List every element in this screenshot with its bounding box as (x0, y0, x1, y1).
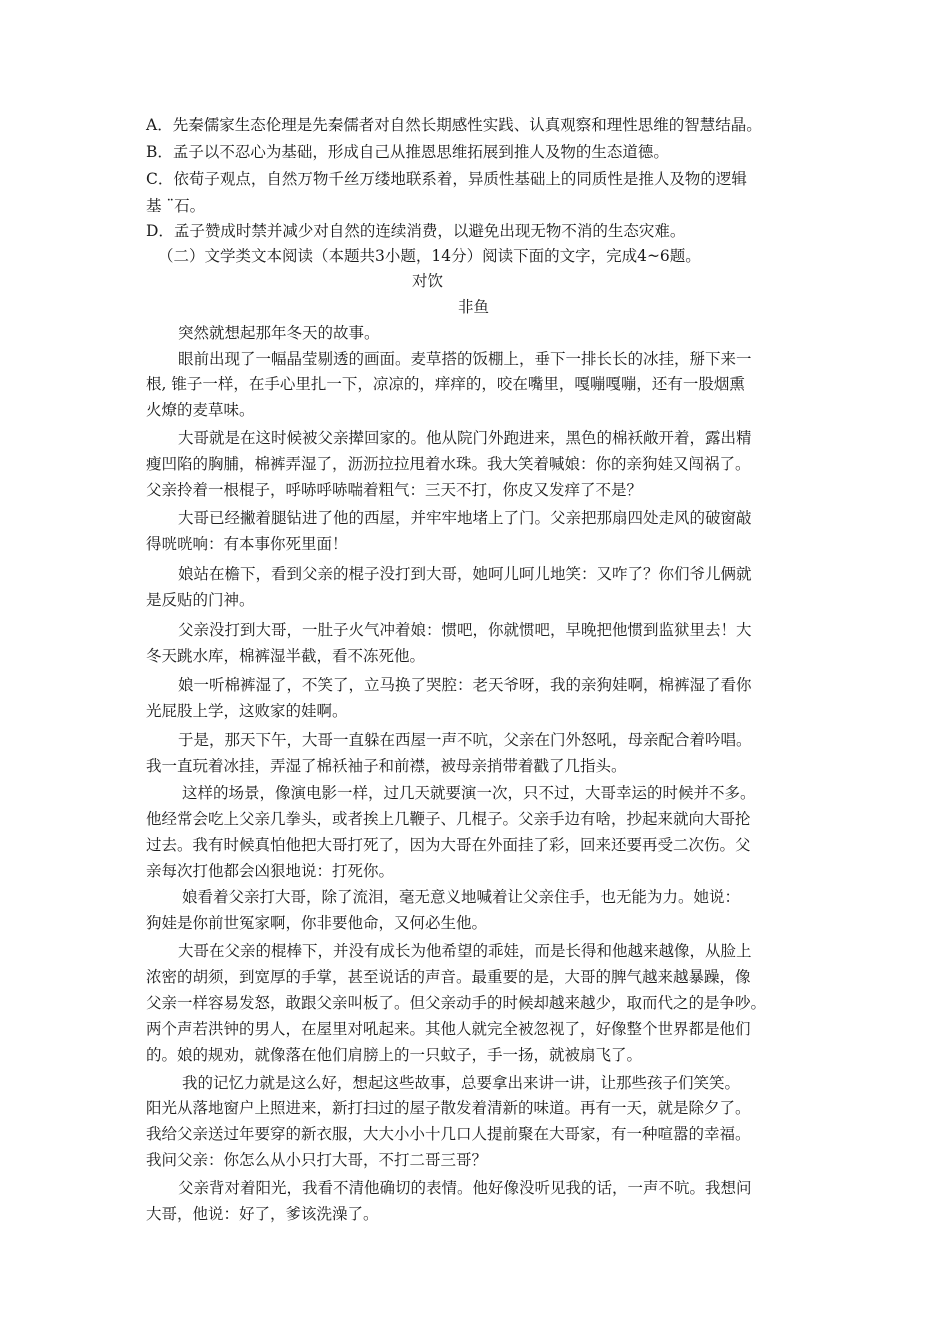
section-heading: （二）文学类文本阅读（本题共3小题，14分）阅读下面的文字，完成4~6题。 (158, 247, 701, 265)
paragraph-line: 狗娃是你前世冤家啊，你非要他命，又何必生他。 (146, 914, 488, 932)
paragraph-line: 亲每次打他都会凶狠地说：打死你。 (146, 862, 395, 880)
option-b: B．孟子以不忍心为基础，形成自己从推恩思维拓展到推人及物的生态道德。 (146, 143, 669, 161)
paragraph-line: 眼前出现了一幅晶莹剔透的画面。麦草搭的饭棚上，垂下一排长长的冰挂，掰下来一 (178, 350, 752, 368)
paragraph-line: 阳光从落地窗户上照进来，新打扫过的屋子散发着清新的味道。再有一天，就是除夕了。 (146, 1099, 751, 1117)
paragraph-line: 娘站在檐下，看到父亲的棍子没打到大哥，她呵儿呵儿地笑：又咋了？你们爷儿俩就 (178, 565, 752, 583)
paragraph-line: 两个声若洪钟的男人，在屋里对吼起来。其他人就完全被忽视了，好像整个世界都是他们 (146, 1020, 751, 1038)
paragraph-line: 冬天跳水库，棉裤湿半截，看不冻死他。 (146, 647, 426, 665)
paragraph-line: 娘一听棉裤湿了，不笑了，立马换了哭腔：老天爷呀，我的亲狗娃啊，棉裤湿了看你 (178, 676, 752, 694)
story-title: 对饮 (412, 272, 444, 290)
paragraph-line: 得咣咣响：有本事你死里面！ (146, 535, 348, 553)
paragraph-line: 根, 锥子一样，在手心里扎一下，凉凉的，痒痒的，咬在嘴里，嘎嘣嘎嘣，还有一股烟熏 (146, 375, 745, 393)
paragraph-line: 我问父亲：你怎么从小只打大哥，不打二哥三哥？ (146, 1151, 488, 1169)
paragraph-line: 于是，那天下午，大哥一直躲在西屋一声不吭，父亲在门外怒吼，母亲配合着吟唱。 (178, 731, 752, 749)
paragraph-line: 大哥，他说：好了，爹该洗澡了。 (146, 1205, 379, 1223)
paragraph-line: 我一直玩着冰挂，弄湿了棉袄袖子和前襟，被母亲捎带着戳了几指头。 (146, 757, 627, 775)
story-author: 非鱼 (458, 298, 490, 316)
paragraph-line: 大哥已经撇着腿钻进了他的西屋，并牢牢地堵上了门。父亲把那扇四处走风的破窗敲 (178, 509, 752, 527)
paragraph-line: 大哥在父亲的棍棒下，并没有成长为他希望的乖娃，而是长得和他越来越像，从脸上 (178, 942, 752, 960)
option-c-line-1: C．依荀子观点，自然万物千丝万缕地联系着，异质性基础上的同质性是推人及物的逻辑 (146, 170, 747, 188)
paragraph-line: 浓密的胡须，到宽厚的手掌，甚至说话的声音。最重要的是，大哥的脾气越来越暴躁，像 (146, 968, 751, 986)
option-a: A．先秦儒家生态伦理是先秦儒者对自然长期感性实践、认真观察和理性思维的智慧结晶。 (146, 116, 762, 134)
paragraph-line: 父亲拎着一根棍子，呼哧呼哧喘着粗气：三天不打，你皮又发痒了不是？ (146, 481, 643, 499)
paragraph-line: 他经常会吃上父亲几拳头，或者挨上几鞭子、几棍子。父亲手边有啥，抄起来就向大哥抡 (146, 810, 751, 828)
paragraph-line: 是反贴的门神。 (146, 591, 255, 609)
paragraph-line: 我的记忆力就是这么好，想起这些故事，总要拿出来讲一讲，让那些孩子们笑笑。 (182, 1074, 741, 1092)
paragraph-line: 的。娘的规劝，就像落在他们肩膀上的一只蚊子，手一扬，就被扇飞了。 (146, 1046, 643, 1064)
option-d: D．孟子赞成时禁并减少对自然的连续消费，以避免出现无物不消的生态灾难。 (146, 222, 686, 240)
paragraph-line: 父亲没打到大哥，一肚子火气冲着娘：惯吧，你就惯吧，早晚把他惯到监狱里去！大 (178, 621, 752, 639)
paragraph-line: 大哥就是在这时候被父亲撵回家的。他从院门外跑进来，黑色的棉袄敞开着，露出精 (178, 429, 752, 447)
paragraph-line: 我给父亲送过年要穿的新衣服，大大小小十几口人提前聚在大哥家，有一种喧嚣的幸福。 (146, 1125, 751, 1143)
paragraph-line: 父亲一样容易发怒，敢跟父亲叫板了。但父亲动手的时候却越来越少，取而代之的是争吵。 (146, 994, 767, 1012)
paragraph-line: 火燎的麦草味。 (146, 401, 255, 419)
paragraph-line: 突然就想起那年冬天的故事。 (178, 324, 380, 342)
paragraph-line: 这样的场景，像演电影一样，过几天就要演一次，只不过，大哥幸运的时候并不多。 (182, 784, 756, 802)
paragraph-line: 瘦凹陷的胸脯，棉裤弄湿了，沥沥拉拉甩着水珠。我大笑着喊娘：你的亲狗娃又闯祸了。 (146, 455, 751, 473)
option-c-line-2: 基 ¨石。 (146, 197, 206, 215)
paragraph-line: 光屁股上学，这败家的娃啊。 (146, 702, 348, 720)
paragraph-line: 父亲背对着阳光，我看不清他确切的表情。他好像没听见我的话，一声不吭。我想问 (178, 1179, 752, 1197)
paragraph-line: 过去。我有时候真怕他把大哥打死了，因为大哥在外面挂了彩，回来还要再受二次伤。父 (146, 836, 751, 854)
paragraph-line: 娘看着父亲打大哥，除了流泪，毫无意义地喊着让父亲住手，也无能为力。她说： (182, 888, 741, 906)
